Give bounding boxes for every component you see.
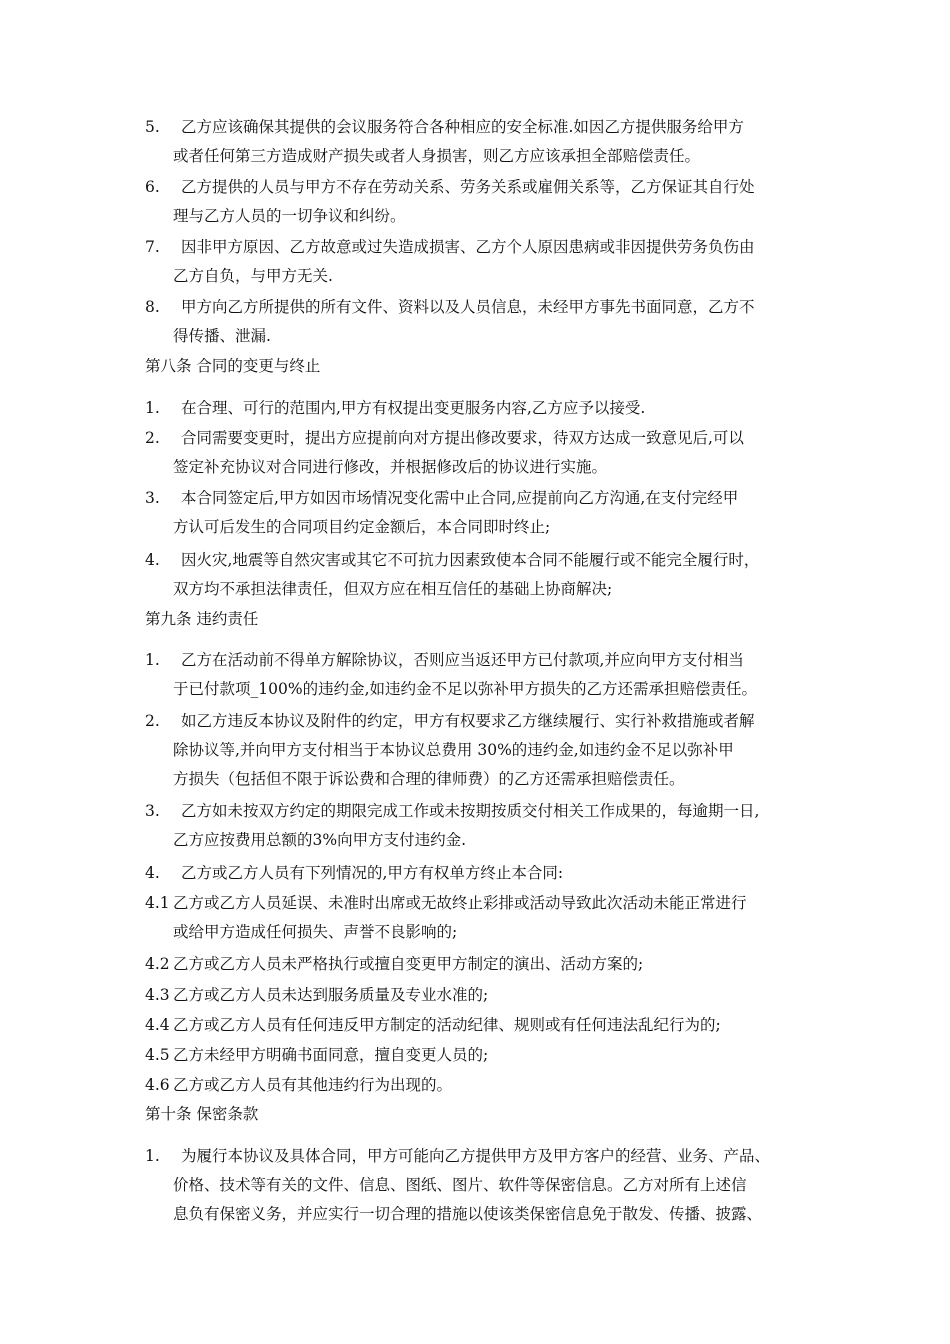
clause-text: 乙方应按费用总额的3%向甲方支付违约金. — [173, 831, 467, 849]
clause-number: 2. — [145, 712, 160, 730]
clause-text: 在合理、可行的范围内,甲方有权提出变更服务内容,乙方应予以接受. — [181, 399, 646, 417]
clause-text: 息负有保密义务，并应实行一切合理的措施以使该类保密信息免于散发、传播、披露、 — [173, 1205, 763, 1223]
clause-number: 8. — [145, 298, 160, 316]
clause-text: 得传播、泄漏. — [173, 327, 271, 345]
clause-text: 为履行本协议及具体合同，甲方可能向乙方提供甲方及甲方客户的经营、业务、产品、 — [181, 1147, 771, 1165]
clause-number: 4.4 — [145, 1016, 170, 1034]
clause-number: 6. — [145, 178, 160, 196]
clause-number: 3. — [145, 802, 160, 820]
clause-number: 7. — [145, 238, 160, 256]
clause-number: 4.6 — [145, 1076, 170, 1094]
clause-text: 甲方向乙方所提供的所有文件、资料以及人员信息，未经甲方事先书面同意，乙方不 — [181, 298, 755, 316]
section-heading: 第八条 合同的变更与终止 — [145, 357, 321, 375]
clause-number: 1. — [145, 399, 160, 417]
clause-text: 乙方或乙方人员有其他违约行为出现的。 — [173, 1076, 453, 1094]
clause-text: 乙方或乙方人员延误、未准时出席或无故终止彩排或活动导致此次活动未能正常进行 — [173, 894, 747, 912]
clause-text: 理与乙方人员的一切争议和纠纷。 — [173, 207, 406, 225]
section-heading: 第十条 保密条款 — [145, 1105, 259, 1123]
clause-text: 乙方如未按双方约定的期限完成工作或未按期按质交付相关工作成果的，每逾期一日, — [181, 802, 760, 820]
clause-text: 乙方或乙方人员有任何违反甲方制定的活动纪律、规则或有任何违法乱纪行为的; — [173, 1016, 721, 1034]
clause-text: 方损失（包括但不限于诉讼费和合理的律师费）的乙方还需承担赔偿责任。 — [173, 770, 685, 788]
clause-text: 乙方未经甲方明确书面同意，擅自变更人员的; — [173, 1046, 489, 1064]
clause-text: 于已付款项_100%的违约金,如违约金不足以弥补甲方损失的乙方还需承担赔偿责任。 — [173, 680, 757, 698]
clause-text: 乙方或乙方人员未达到服务质量及专业水准的; — [173, 986, 489, 1004]
clause-text: 因非甲方原因、乙方故意或过失造成损害、乙方个人原因患病或非因提供劳务负伤由 — [181, 238, 755, 256]
clause-text: 合同需要变更时，提出方应提前向对方提出修改要求，待双方达成一致意见后,可以 — [181, 429, 744, 447]
clause-text: 签定补充协议对合同进行修改，并根据修改后的协议进行实施。 — [173, 458, 608, 476]
clause-text: 乙方在活动前不得单方解除协议，否则应当返还甲方已付款项,并应向甲方支付相当 — [181, 651, 744, 669]
clause-number: 3. — [145, 489, 160, 507]
clause-number: 4.5 — [145, 1046, 170, 1064]
clause-number: 4.2 — [145, 955, 170, 973]
clause-number: 4.3 — [145, 986, 170, 1004]
clause-number: 4.1 — [145, 894, 170, 912]
clause-text: 除协议等,并向甲方支付相当于本协议总费用 30%的违约金,如违约金不足以弥补甲 — [173, 741, 734, 759]
clause-text: 乙方或乙方人员未严格执行或擅自变更甲方制定的演出、活动方案的; — [173, 955, 644, 973]
clause-number: 4. — [145, 551, 160, 569]
clause-text: 或者任何第三方造成财产损失或者人身损害，则乙方应该承担全部赔偿责任。 — [173, 147, 701, 165]
clause-number: 5. — [145, 118, 160, 136]
clause-number: 1. — [145, 651, 160, 669]
clause-text: 方认可后发生的合同项目约定金额后，本合同即时终止; — [173, 518, 551, 536]
clause-number: 4. — [145, 864, 160, 882]
clause-text: 或给甲方造成任何损失、声誉不良影响的; — [173, 923, 458, 941]
clause-text: 价格、技术等有关的文件、信息、图纸、图片、软件等保密信息。乙方对所有上述信 — [173, 1176, 747, 1194]
section-heading: 第九条 违约责任 — [145, 610, 259, 628]
clause-text: 如乙方违反本协议及附件的约定，甲方有权要求乙方继续履行、实行补救措施或者解 — [181, 712, 755, 730]
clause-number: 1. — [145, 1147, 160, 1165]
clause-text: 乙方或乙方人员有下列情况的,甲方有权单方终止本合同: — [181, 864, 564, 882]
clause-text: 乙方自负，与甲方无关. — [173, 267, 333, 285]
clause-text: 双方均不承担法律责任，但双方应在相互信任的基础上协商解决; — [173, 580, 613, 598]
clause-text: 乙方应该确保其提供的会议服务符合各种相应的安全标准.如因乙方提供服务给甲方 — [181, 118, 744, 136]
clause-text: 乙方提供的人员与甲方不存在劳动关系、劳务关系或雇佣关系等，乙方保证其自行处 — [181, 178, 755, 196]
clause-number: 2. — [145, 429, 160, 447]
clause-text: 本合同签定后,甲方如因市场情况变化需中止合同,应提前向乙方沟通,在支付完经甲 — [181, 489, 739, 507]
clause-text: 因火灾,地震等自然灾害或其它不可抗力因素致使本合同不能履行或不能完全履行时， — [181, 551, 760, 569]
